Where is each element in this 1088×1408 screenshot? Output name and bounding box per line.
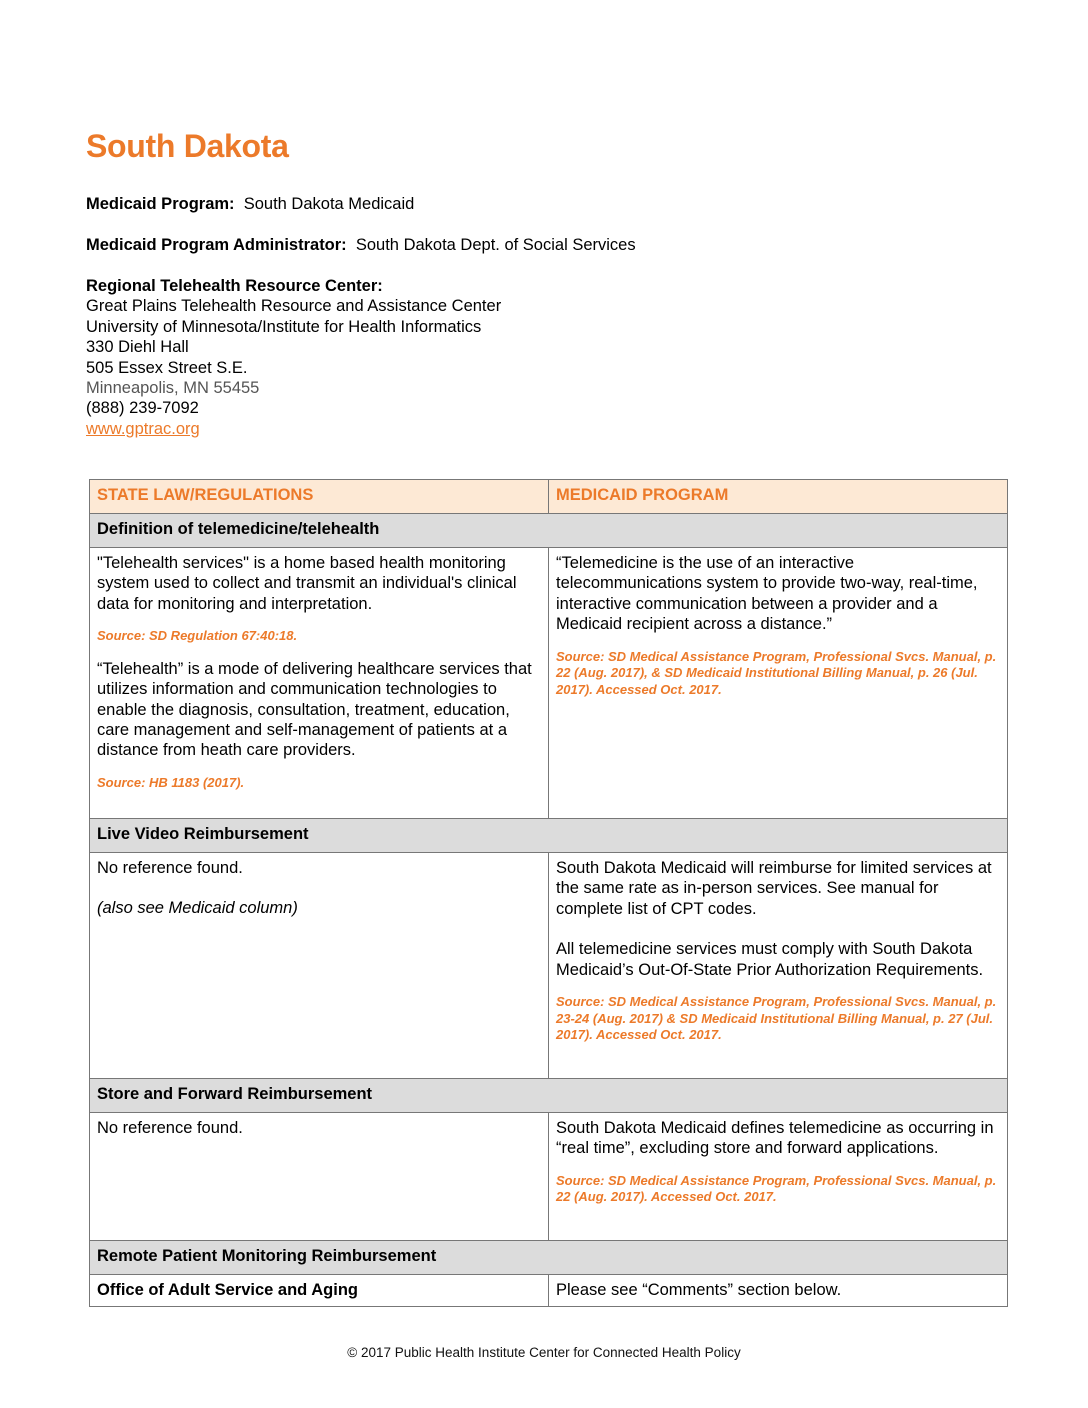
section-title-definition: Definition of telemedicine/telehealth: [90, 514, 1008, 548]
header-state-law: STATE LAW/REGULATIONS: [90, 480, 549, 514]
section-header-row: [90, 1079, 1008, 1113]
definition-text: "Telehealth services" is a home based health monitoring system used to collect and transmit an individual's clinical data for monitoring and interpretation.: [97, 554, 517, 613]
source-citation: Source: SD Regulation 67:40:18.: [97, 628, 298, 644]
resource-center-org: University of Minnesota/Institute for Health Informatics: [86, 317, 482, 336]
section-title-store-forward: Store and Forward Reimbursement: [90, 1079, 1008, 1113]
source-citation: Source: SD Medical Assistance Program, Professional Svcs. Manual, p. 22 (Aug. 2017), & SD Medicaid Institutional Billing Manual, p. 26 (Jul. 2017). Accessed Oct. 2017.: [556, 648, 997, 697]
section-header-row: [90, 514, 1008, 548]
resource-center-address1: 330 Diehl Hall: [86, 338, 189, 357]
medicaid-program-line: [86, 194, 414, 214]
section-header-row: [90, 1241, 1008, 1275]
resource-center-city: Minneapolis, MN 55455: [86, 379, 260, 398]
body-note: (also see Medicaid column): [97, 899, 298, 918]
cell-state-law: [90, 853, 549, 1079]
section-header-row: [90, 819, 1008, 853]
definition-text: “Telemedicine is the use of an interactive telecommunications system to provide two-way, real-time, interactive communication between a provider and a Medicaid recipient across a distance.”: [556, 554, 978, 634]
table-header-row: [90, 480, 1008, 514]
cell-state-law: Office of Adult Service and Aging: [90, 1275, 549, 1307]
cell-state-law: [90, 1113, 549, 1241]
source-citation: Source: HB 1183 (2017).: [97, 774, 245, 790]
resource-center-label: Regional Telehealth Resource Center:: [86, 277, 383, 295]
table-row: [90, 1275, 1008, 1307]
medicaid-admin-label: Medicaid Program Administrator:: [86, 236, 347, 254]
copyright-footer: © 2017 Public Health Institute Center for Connected Health Policy: [347, 1345, 741, 1360]
resource-center-phone: (888) 239-7092: [86, 399, 199, 418]
medicaid-program-value: South Dakota Medicaid: [243, 195, 415, 213]
resource-center-address2: 505 Essex Street S.E.: [86, 358, 248, 377]
page-title: South Dakota: [86, 128, 289, 164]
cell-medicaid: [549, 548, 1008, 819]
cell-medicaid: [549, 1113, 1008, 1241]
medicaid-admin-line: [86, 235, 636, 255]
body-text: South Dakota Medicaid defines telemedicine as occurring in “real time”, excluding store and forward applications.: [556, 1119, 994, 1158]
body-text: All telemedicine services must comply with South Dakota Medicaid’s Out-Of-State Prior Authorization Requirements.: [556, 940, 984, 979]
table-row: [90, 1113, 1008, 1241]
body-text: South Dakota Medicaid will reimburse for limited services at the same rate as in-person services. See manual for complete list of CPT codes.: [556, 859, 992, 918]
policy-table: [89, 479, 1008, 1307]
resource-center-block: [86, 276, 501, 439]
definition-text: “Telehealth” is a mode of delivering healthcare services that utilizes information and communication technologies to enable the diagnosis, consultation, treatment, education, care management and self-management of patients at a distance from heath care providers.: [97, 659, 532, 760]
source-citation: Source: SD Medical Assistance Program, Professional Svcs. Manual, p. 22 (Aug. 2017). Accessed Oct. 2017.: [556, 1172, 997, 1205]
section-title-remote-monitoring: Remote Patient Monitoring Reimbursement: [90, 1241, 1008, 1275]
cell-medicaid: [549, 853, 1008, 1079]
source-citation: Source: SD Medical Assistance Program, Professional Svcs. Manual, p. 23-24 (Aug. 2017) & SD Medicaid Institutional Billing Manual, p. 27 (Jul. 2017). Accessed Oct. 2017.: [556, 994, 997, 1043]
resource-center-website-link[interactable]: www.gptrac.org: [86, 419, 200, 438]
medicaid-admin-value: South Dakota Dept. of Social Services: [355, 236, 636, 254]
cell-state-law: [90, 548, 549, 819]
cell-medicaid: Please see “Comments” section below.: [549, 1275, 1008, 1307]
body-text: No reference found.: [97, 1119, 243, 1137]
medicaid-program-label: Medicaid Program:: [86, 195, 235, 213]
body-text: No reference found.: [97, 859, 243, 877]
table-row: [90, 548, 1008, 819]
section-title-live-video: Live Video Reimbursement: [90, 819, 1008, 853]
resource-center-name: Great Plains Telehealth Resource and Assistance Center: [86, 297, 502, 316]
table-row: [90, 853, 1008, 1079]
header-medicaid-program: MEDICAID PROGRAM: [549, 480, 1008, 514]
